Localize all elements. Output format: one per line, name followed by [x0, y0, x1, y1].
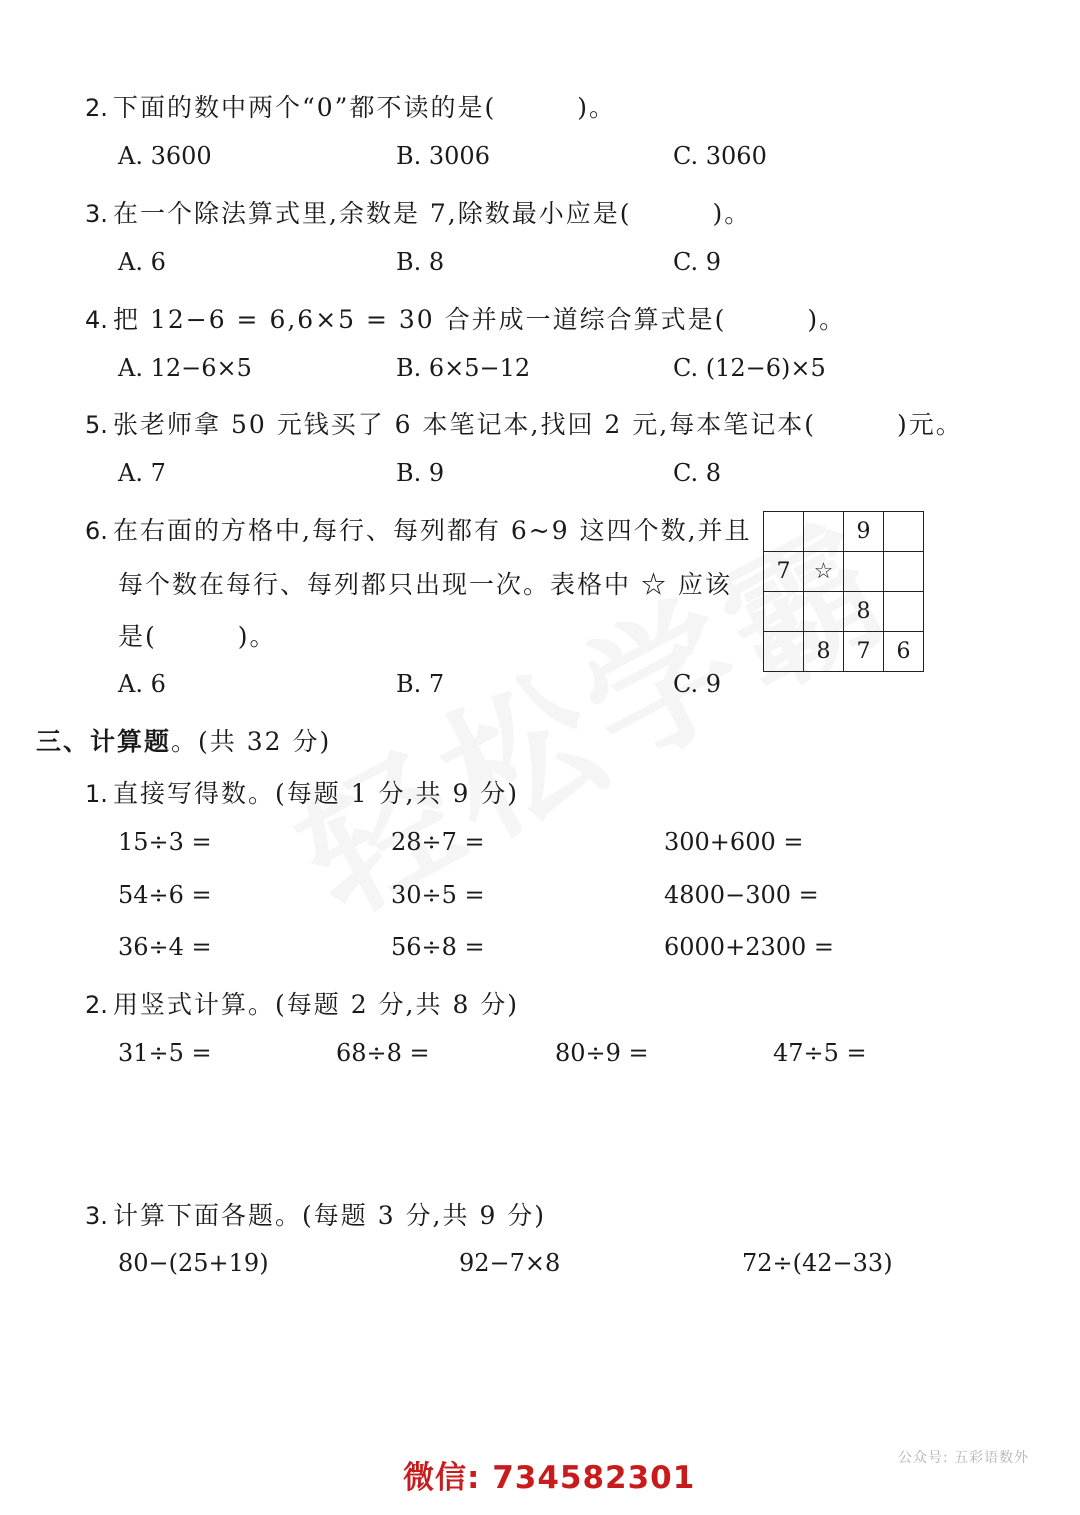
calc-item: 300+600 = [664, 828, 804, 856]
part-number: 2. [85, 991, 108, 1019]
grid-cell [884, 592, 924, 632]
grid-cell [764, 632, 804, 672]
section-heading [36, 722, 331, 758]
calc-item: 80÷9 = [555, 1039, 649, 1067]
part-text: 用竖式计算。(每题 2 分,共 8 分) [113, 990, 520, 1019]
grid-cell: 8 [804, 632, 844, 672]
part-3-heading [85, 1196, 546, 1232]
grid-cell: 8 [844, 592, 884, 632]
grid-cell: 9 [844, 512, 884, 552]
question-3 [85, 194, 751, 230]
calc-item: 28÷7 = [391, 828, 485, 856]
section-score: 。(共 32 分) [171, 727, 332, 756]
calc-item: 92−7×8 [459, 1249, 561, 1277]
question-number: 4. [85, 306, 108, 334]
question-text: 下面的数中两个“0”都不读的是( )。 [113, 93, 616, 122]
option-b: B. 8 [396, 248, 445, 276]
star-cell: ☆ [804, 552, 844, 592]
account-watermark: 公众号: 五彩语数外 [898, 1450, 1030, 1466]
calc-item: 47÷5 = [773, 1039, 867, 1067]
wechat-contact: 微信: 734582301 [403, 1460, 696, 1496]
calc-item: 36÷4 = [118, 933, 212, 961]
question-text-line-2: 每个数在每行、每列都只出现一次。表格中 ☆ 应该 [118, 570, 732, 599]
question-6 [85, 511, 752, 547]
calc-item: 31÷5 = [118, 1039, 212, 1067]
question-text: 在一个除法算式里,余数是 7,除数最小应是( )。 [113, 199, 752, 228]
question-text: 把 12−6 = 6,6×5 = 30 合并成一道综合算式是( )。 [113, 305, 847, 334]
calc-item: 30÷5 = [391, 881, 485, 909]
question-2 [85, 88, 616, 124]
grid-cell [844, 552, 884, 592]
option-c: C. (12−6)×5 [673, 354, 826, 382]
grid-row [764, 512, 924, 552]
option-c: C. 3060 [673, 142, 767, 170]
grid-cell [804, 592, 844, 632]
option-b: B. 9 [396, 459, 445, 487]
question-number: 5. [85, 411, 108, 439]
part-text: 直接写得数。(每题 1 分,共 9 分) [113, 779, 520, 808]
option-c: C. 9 [673, 670, 722, 698]
grid-cell [764, 592, 804, 632]
option-c: C. 8 [673, 459, 722, 487]
question-number: 3. [85, 200, 108, 228]
option-c: C. 9 [673, 248, 722, 276]
calc-item: 15÷3 = [118, 828, 212, 856]
question-text-line-1: 在右面的方格中,每行、每列都有 6~9 这四个数,并且 [113, 516, 752, 545]
option-a: A. 3600 [118, 142, 212, 170]
option-b: B. 6×5−12 [396, 354, 531, 382]
grid-cell [764, 512, 804, 552]
calc-item: 80−(25+19) [118, 1249, 269, 1277]
option-a: A. 6 [118, 248, 166, 276]
calc-item: 54÷6 = [118, 881, 212, 909]
question-number: 2. [85, 94, 108, 122]
question-5 [85, 405, 963, 441]
grid-cell [804, 512, 844, 552]
option-a: A. 7 [118, 459, 166, 487]
section-title: 三、计算题 [36, 727, 172, 756]
option-b: B. 3006 [396, 142, 490, 170]
grid-row [764, 552, 924, 592]
question-text: 张老师拿 50 元钱买了 6 本笔记本,找回 2 元,每本笔记本( )元。 [113, 410, 963, 439]
grid-cell [884, 552, 924, 592]
calc-item: 68÷8 = [336, 1039, 430, 1067]
grid-cell [884, 512, 924, 552]
calc-item: 56÷8 = [391, 933, 485, 961]
grid-row [764, 592, 924, 632]
part-2-heading [85, 985, 519, 1021]
grid-cell: 7 [844, 632, 884, 672]
option-b: B. 7 [396, 670, 445, 698]
part-number: 1. [85, 780, 108, 808]
calc-item: 72÷(42−33) [742, 1249, 893, 1277]
option-a: A. 6 [118, 670, 166, 698]
question-4 [85, 300, 846, 336]
calc-item: 6000+2300 = [664, 933, 835, 961]
grid-cell: 6 [884, 632, 924, 672]
question-number: 6. [85, 517, 108, 545]
part-text: 计算下面各题。(每题 3 分,共 9 分) [113, 1201, 547, 1230]
grid-row [764, 632, 924, 672]
number-grid [763, 511, 924, 672]
part-number: 3. [85, 1202, 108, 1230]
part-1-heading [85, 774, 519, 810]
grid-cell: 7 [764, 552, 804, 592]
question-text-line-3: 是( )。 [118, 622, 277, 651]
option-a: A. 12−6×5 [118, 354, 252, 382]
calc-item: 4800−300 = [664, 881, 819, 909]
